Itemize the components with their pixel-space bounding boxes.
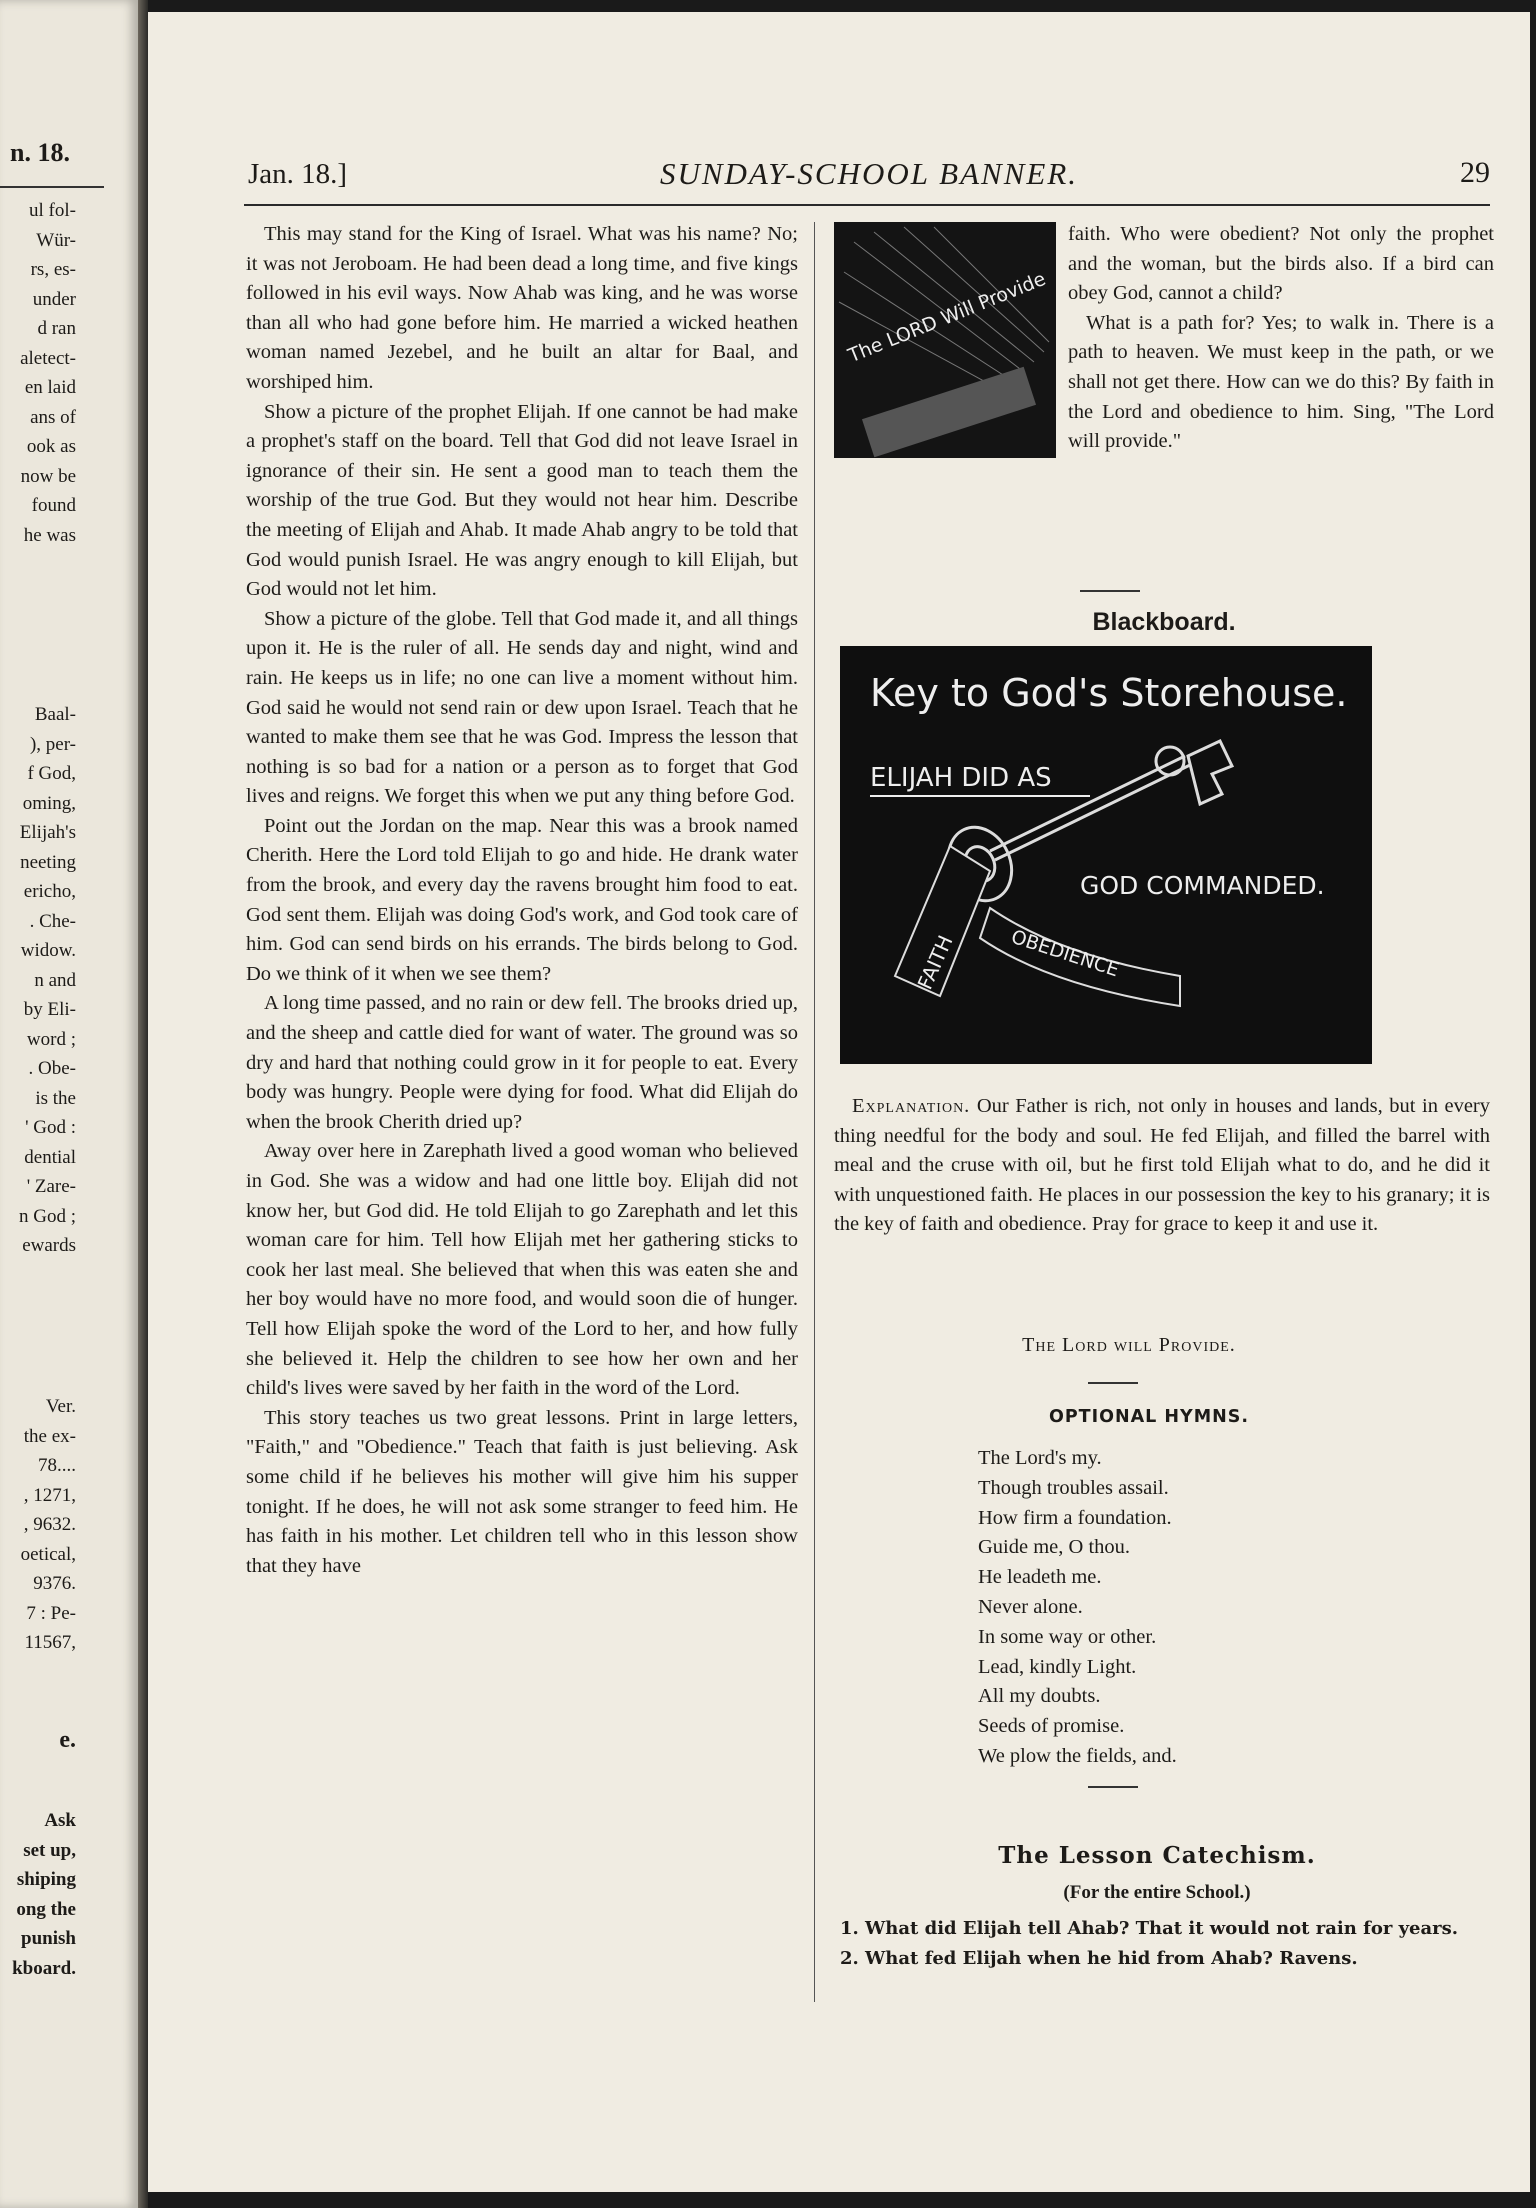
facing-page-line: widow. <box>20 940 76 961</box>
hymn-item: Though troubles assail. <box>978 1476 1169 1499</box>
facing-page-line: Wür- <box>36 229 76 251</box>
running-header <box>248 150 1490 190</box>
facing-page-line: neeting <box>20 851 76 873</box>
catechism-item <box>826 1914 1484 1944</box>
facing-page-line: e. <box>59 1727 76 1753</box>
facing-page-header: n. 18. <box>10 138 70 167</box>
facing-page-text-e <box>0 1806 76 1983</box>
right-column-intro <box>834 220 1494 464</box>
header-rule <box>244 204 1490 206</box>
page-gutter <box>138 0 148 2208</box>
hymn-item: Lead, kindly Light. <box>978 1655 1137 1678</box>
header-title: SUNDAY-SCHOOL BANNER. <box>659 156 1079 191</box>
blackboard-line2: GOD COMMANDED. <box>1080 871 1325 900</box>
paragraph: What is a path for? Yes; to walk in. There is a path to heaven. We must keep in the path, or we shall not get there. How can we do this? By faith in the Lord and obedience to him. Sing, "The Lord will provide." <box>1068 311 1494 453</box>
facing-page-line: ook as <box>26 436 76 457</box>
facing-page-text-c <box>0 1392 76 1658</box>
facing-page-line: shiping <box>16 1869 76 1890</box>
facing-page-line: oetical, <box>20 1543 76 1565</box>
paragraph: Show a picture of the globe. Tell that God made it, and all things upon it. He is the ruler of all. He sends day and night, wind and rain. He keeps us in life; no one can live a moment without him. God said he would not send rain or dew upon Israel. Teach that he wanted to make them see that he was God. Impress the lesson that nothing is so bad for a nation or a person as to forget that God lives and reigns. We forget this when we put any thing before God. <box>246 607 798 808</box>
catechism-answer: That it would not rain for years. <box>1135 1918 1459 1939</box>
hymns-list <box>978 1444 1177 1772</box>
lord-will-provide-illustration <box>834 222 1056 458</box>
paragraph: A long time passed, and no rain or dew fell. The brooks dried up, and the sheep and cattle died for want of water. The ground was so dry and hard that nothing could grow in it for people to eat. Every body was hungry. People were dying for food. What did Elijah do when the brook Cherith dried up? <box>246 992 798 1133</box>
facing-page-line: rs, es- <box>30 259 76 280</box>
section-rule <box>1088 1786 1138 1788</box>
facing-page-line: ewards <box>22 1235 76 1256</box>
facing-page-line: by Eli- <box>23 999 76 1020</box>
hymn-item: He leadeth me. <box>978 1566 1102 1589</box>
facing-page-line: . Obe- <box>28 1058 76 1079</box>
key-illustration <box>840 646 1372 1064</box>
catechism-answer: Ravens. <box>1279 1948 1358 1969</box>
hymn-item: We plow the fields, and. <box>978 1744 1177 1767</box>
catechism-question: 2. What fed Elijah when he hid from Ahab? <box>840 1948 1273 1969</box>
facing-page-line: en laid <box>24 377 76 398</box>
facing-page-text-d <box>0 1726 76 1756</box>
facing-page-line: ul fol- <box>29 200 76 221</box>
facing-page-line: Ver. <box>45 1396 76 1417</box>
catechism-title: The Lesson Catechism. <box>998 1842 1316 1869</box>
facing-page-line: , 9632. <box>23 1514 76 1535</box>
hymn-item: Guide me, O thou. <box>978 1536 1131 1559</box>
facing-page-line: ' God : <box>25 1117 76 1138</box>
left-column <box>246 220 798 1581</box>
facing-page-text-b <box>0 700 76 1261</box>
facing-page-line: f God, <box>27 763 76 784</box>
facing-page-line: oming, <box>22 792 76 814</box>
explanation-block <box>834 1092 1490 1240</box>
illustration-caption: The LORD Will Provide <box>845 267 1049 368</box>
facing-page-line: ' Zare- <box>26 1176 76 1197</box>
hymn-item: How firm a foundation. <box>978 1506 1172 1529</box>
catechism-item <box>826 1944 1484 1974</box>
page <box>148 12 1530 2192</box>
facing-page-line: now be <box>20 465 76 487</box>
faith-ribbon <box>895 846 990 996</box>
obedience-ribbon <box>980 908 1180 1006</box>
paragraph: Show a picture of the prophet Elijah. If one cannot be had make a prophet's staff on the board. Tell that God did not leave Israel in ignorance of their sin. He sent a good man to teach them the worship of the true God. But they would not hear him. Describe the meeting of Elijah and Ahab. It made Ahab angry to be told that God would punish Israel. He was angry enough to kill Elijah, but God would not let him. <box>246 400 798 601</box>
paragraph: This story teaches us two great lessons. Print in large letters, "Faith," and "Obedience." Teach that faith is just believing. Ask some child if he believes his mother will give him his supper tonight. If he does, he will not ask some stranger to feed him. He has faith in his mother. Let children tell who in this lesson show that they have <box>246 1406 798 1577</box>
header-date: Jan. 18.] <box>248 158 348 190</box>
facing-page-line: word ; <box>26 1028 76 1050</box>
explanation-label: Explanation. <box>852 1095 971 1117</box>
facing-page-line: ericho, <box>23 881 76 902</box>
hymn-item: In some way or other. <box>978 1625 1157 1648</box>
paragraph: faith. Who were obedient? Not only the prophet and the woman, but the birds also. If a bird can obey God, cannot a child? <box>1068 223 1494 305</box>
facing-page-line: is the <box>35 1087 76 1109</box>
facing-page-line: Elijah's <box>19 822 76 843</box>
facing-page-line: 7 : Pe- <box>26 1602 76 1624</box>
section-rule <box>1080 590 1140 592</box>
page-number: 29 <box>1460 156 1490 189</box>
facing-page-line: . Che- <box>29 910 76 932</box>
facing-page-line: the ex- <box>23 1425 76 1447</box>
catechism-subtitle: (For the entire School.) <box>1063 1882 1251 1903</box>
facing-page-line: set up, <box>23 1839 76 1861</box>
facing-page-line: found <box>31 495 76 516</box>
facing-page-line: dential <box>24 1146 76 1168</box>
blackboard-illustration <box>840 646 1372 1064</box>
facing-page-line: Baal- <box>34 704 76 725</box>
facing-page-text-a <box>0 196 76 550</box>
facing-page-line: under <box>32 288 76 310</box>
facing-page-line: 11567, <box>24 1632 76 1653</box>
catechism-question: 1. What did Elijah tell Ahab? <box>840 1918 1130 1939</box>
column-divider <box>814 222 815 2002</box>
hymn-item: Seeds of promise. <box>978 1715 1125 1738</box>
facing-page-line: aletect- <box>20 347 76 369</box>
facing-page-line: kboard. <box>12 1957 76 1979</box>
facing-page-line: d ran <box>37 318 76 339</box>
facing-page-line: punish <box>21 1928 76 1949</box>
hymn-item: The Lord's my. <box>978 1447 1102 1469</box>
facing-page-rule <box>0 186 104 188</box>
facing-page-line: , 1271, <box>23 1484 76 1506</box>
paragraph: This may stand for the King of Israel. What was his name? No; it was not Jeroboam. He had been dead a long time, and five kings followed in his evil ways. Now Ahab was king, and he was worse than all who had gone before him. He married a wicked heathen woman named Jezebel, and he built an altar for Baal, and worshiped him. <box>246 223 798 393</box>
facing-page-line: 78.... <box>38 1455 76 1476</box>
facing-page-line: ), per- <box>29 733 76 755</box>
facing-page-line: he was <box>23 524 76 546</box>
facing-page-line: n and <box>34 969 76 991</box>
ribbon-faith-label: FAITH <box>912 931 958 994</box>
facing-page-line: ong the <box>16 1898 76 1920</box>
ribbon-obedience-label: OBEDIENCE <box>1008 925 1122 982</box>
hymn-item: Never alone. <box>978 1595 1083 1618</box>
hymn-item: All my doubts. <box>978 1685 1101 1708</box>
paragraph: Point out the Jordan on the map. Near this was a brook named Cherith. Here the Lord told Elijah to go and hide. He drank water from the brook, and every day the ravens brought him food to eat. God sent them. Elijah was doing God's work, and God took care of him. God can send birds on his errands. The birds belong to God. Do we think of it when we see them? <box>246 814 798 985</box>
facing-page-line: ans of <box>30 406 76 428</box>
blackboard-heading: Blackboard. <box>1092 608 1236 636</box>
catechism-list <box>826 1914 1484 1974</box>
paragraph: Away over here in Zarephath lived a good woman who believed in God. She was a widow and had one little boy. Elijah did not know her, but God did. He told Elijah to go Zarephath and let this woman care for him. Tell how Elijah met her gathering sticks to cook her last meal. She believed that when this was eaten she and her boy would have no more food, and would soon die of hunger. Tell how Elijah spoke the word of the Lord to her, and how fully she believed it. Help the children to see how her own and her child's lives were saved by her faith in the word of the Lord. <box>246 1140 798 1400</box>
hymns-title: OPTIONAL HYMNS. <box>1048 1407 1250 1427</box>
facing-page-line: 9376. <box>33 1573 76 1594</box>
blackboard-line1: ELIJAH DID AS <box>870 763 1052 793</box>
explanation-hymn: The Lord will Provide. <box>1022 1334 1236 1356</box>
facing-page <box>0 0 138 2208</box>
blackboard-title: Key to God's Storehouse. <box>870 671 1348 715</box>
explanation-text: Our Father is rich, not only in houses and lands, but in every thing needful for the body and soul. He fed Elijah, and filled the barrel with meal and the cruse with oil, but he first told Elijah what to do, and he did it with unquestioned faith. He places in our possession the key to his granary; it is the key of faith and obedience. Pray for grace to keep it and use it. <box>834 1095 1490 1236</box>
facing-page-line: n God ; <box>19 1205 76 1227</box>
section-rule <box>1088 1382 1138 1384</box>
facing-page-line: Ask <box>44 1810 76 1831</box>
